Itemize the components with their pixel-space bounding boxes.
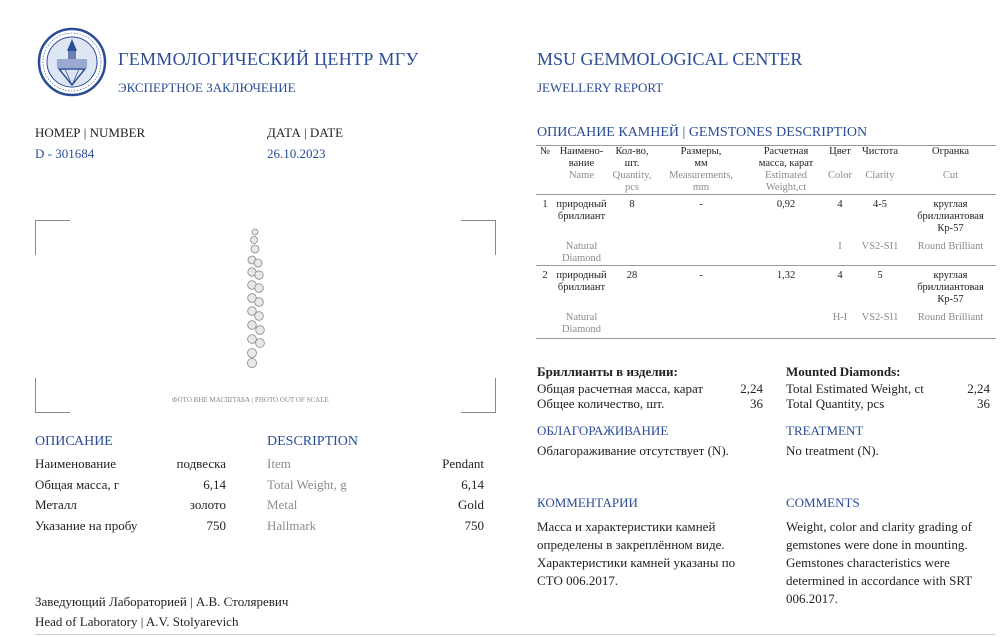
treatment-ru-text: Облагораживание отсутствует (N). [537, 443, 729, 458]
description-ru-row: Указание на пробу 750 [35, 518, 226, 533]
description-en-row: Total Weight, g 6,14 [267, 477, 484, 492]
description-ru-heading: ОПИСАНИЕ [35, 434, 113, 449]
signature-ru: Заведующий Лабораторией | А.В. Столяревич [35, 594, 289, 609]
description-ru-row: Наименование подвеска [35, 456, 226, 471]
table-row: 2 природный бриллиант 28 - 1,32 4 5 круглая бриллиантовая Кр-57 [536, 266, 996, 307]
comments-en-text: Weight, color and clarity grading of gemstones were done in mounting. Gemstones characteristics were determined in accordance with SRT 006.2017. [786, 519, 972, 606]
mounted-ru-row: Общая расчетная масса, карат 2,24 [537, 381, 763, 396]
gemstones-heading: ОПИСАНИЕ КАМНЕЙ | GEMSTONES DESCRIPTION [537, 125, 868, 140]
description-en-row: Hallmark 750 [267, 518, 484, 533]
gemstones-table [536, 146, 996, 339]
photo-frame-corner [461, 378, 496, 413]
treatment-en-heading: TREATMENT [786, 423, 864, 438]
date-label: ДАТА | DATE [267, 125, 344, 140]
number-value: D - 301684 [35, 146, 95, 161]
date-value: 26.10.2023 [267, 146, 326, 161]
gem-table-header-en: Name Quantity, pcs Measurements, mm Estimated Weight,ct Color Clarity Cut [568, 170, 959, 193]
mounted-en-row: Total Quantity, pcs 36 [786, 396, 990, 411]
title-ru: ГЕММОЛОГИЧЕСКИЙ ЦЕНТР МГУ [118, 49, 419, 69]
title-en: MSU GEMMOLOGICAL CENTER [537, 49, 803, 69]
mounted-ru-row: Общее количество, шт. 36 [537, 396, 763, 411]
photo-frame-corner [35, 378, 70, 413]
comments-ru-heading: КОММЕНТАРИИ [537, 495, 638, 510]
comments-ru-text: Масса и характеристики камней определены в закреплённом виде. Характеристики камней указаны по СТО 006.2017. [537, 519, 736, 588]
mounted-en-row: Total Estimated Weight, ct 2,24 [786, 381, 990, 396]
comments-en-heading: COMMENTS [786, 495, 860, 510]
gem-table-header-ru: № Наимено- вание Кол-во, шт. Размеры, мм Расчетная масса, карат Цвет Чистота Огранка [539, 146, 970, 169]
mounted-en-heading: Mounted Diamonds: [786, 364, 901, 379]
table-row: 1 природный бриллиант 8 - 0,92 4 4-5 круглая бриллиантовая Кр-57 [536, 195, 996, 236]
description-en-heading: DESCRIPTION [267, 434, 359, 449]
msu-logo [37, 27, 107, 97]
photo-frame-corner [35, 220, 70, 255]
description-en-row: Metal Gold [267, 497, 484, 512]
treatment-ru-heading: ОБЛАГОРАЖИВАНИЕ [537, 423, 669, 438]
treatment-en-text: No treatment (N). [786, 443, 879, 458]
number-label: НОМЕР | NUMBER [35, 125, 146, 140]
photo-caption: ФОТО ВНЕ МАСШТАБА | PHOTO OUT OF SCALE [172, 396, 329, 404]
mounted-ru-heading: Бриллианты в изделии: [537, 364, 678, 379]
subtitle-ru: ЭКСПЕРТНОЕ ЗАКЛЮЧЕНИЕ [118, 80, 296, 95]
description-en-row: Item Pendant [267, 456, 484, 471]
photo-frame-corner [461, 220, 496, 255]
pendant-photo [240, 225, 270, 370]
table-row: Natural Diamond H-I VS2-SI1 Round Brilliant [536, 306, 996, 339]
bottom-divider [35, 634, 995, 635]
description-ru-row: Общая масса, г 6,14 [35, 477, 226, 492]
table-row: Natural Diamond I VS2-SI1 Round Brilliant [561, 241, 984, 264]
subtitle-en: JEWELLERY REPORT [537, 80, 664, 95]
description-ru-row: Металл золото [35, 497, 226, 512]
signature-en: Head of Laboratory | A.V. Stolyarevich [35, 614, 239, 629]
